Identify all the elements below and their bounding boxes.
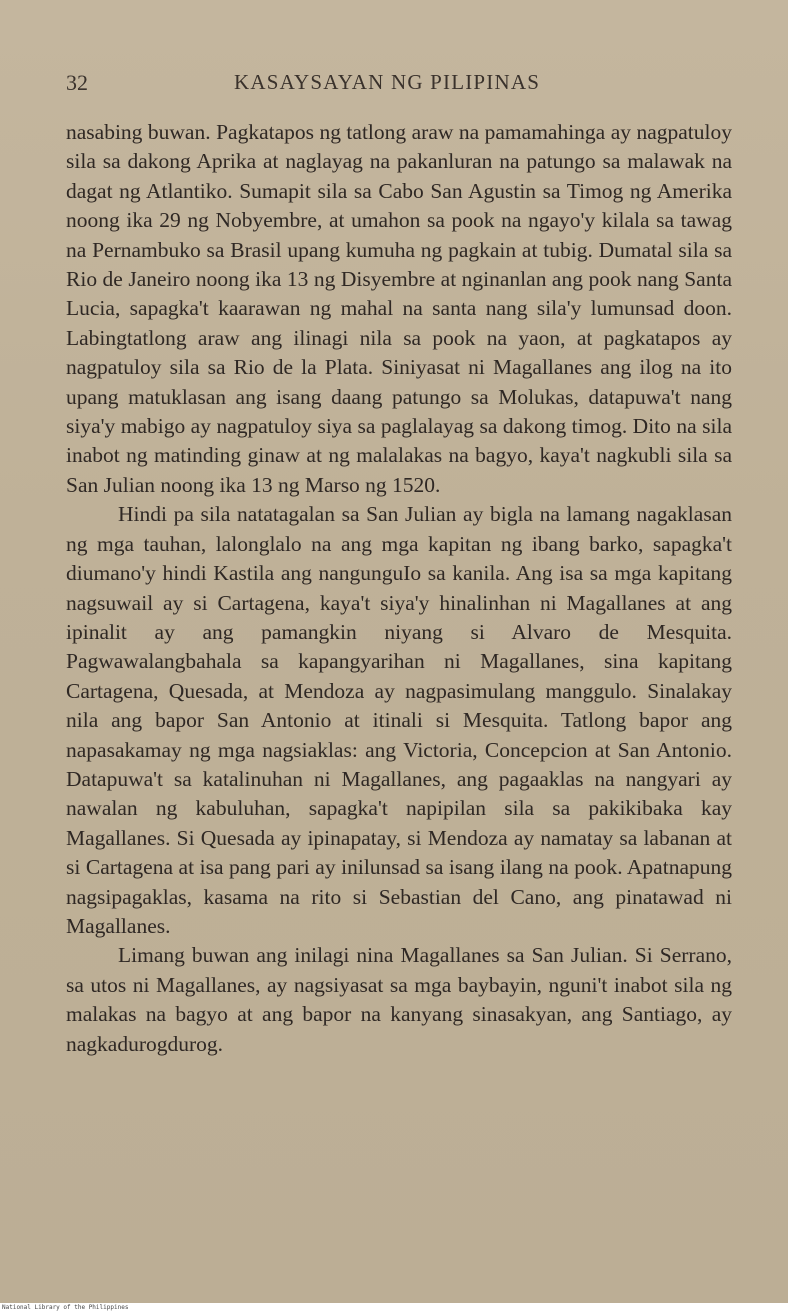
running-title: KASAYSAYAN NG PILIPINAS	[234, 70, 541, 94]
paragraph-3: Limang buwan ang inilagi nina Magallanes sa San Julian. Si Serrano, sa utos ni Magallanes, ay nagsiyasat sa mga baybayin, nguni't inabot sila ng malakas na bagyo at ang bapor na kanyang sinasakyan, ang Santiago, ay nagkadurogdurog.	[66, 943, 732, 1056]
page-number: 32	[66, 70, 88, 95]
paragraph-1: nasabing buwan. Pagkatapos ng tatlong araw na pamamahinga ay nagpatuloy sila sa dakong Aprika at naglayag na pakanluran na patungo sa malawak na dagat ng Atlantiko. Sumapit sila sa Cabo San Agustin sa Timog ng Amerika noong ika 29 ng Nobyembre, at umahon sa pook na ngayo'y kilala sa tawag na Pernambuko sa Brasil upang kumuha ng pagkain at tubig. Dumatal sila sa Rio de Janeiro noong ika 13 ng Disyembre at nginanlan ang pook nang Santa Lucia, sapagka't kaarawan ng mahal na santa nang sila'y lumunsad doon. Labingtatlong araw ang ilinagi nila sa pook na yaon, at pagkatapos ay nagpatuloy sila sa Rio de la Plata. Siniyasat ni Magallanes ang ilog na ito upang matuklasan ang isang daang patungo sa Molukas, datapuwa't nang siya'y mabigo ay nagpatuloy siya sa paglalayag sa dakong timog. Dito na sila inabot ng matinding ginaw at ng malalakas na bagyo, kaya't nagkubli sila sa San Julian noong ika 13 ng Marso ng 1520.	[66, 120, 732, 497]
page-header	[66, 70, 758, 100]
body-text	[66, 118, 732, 1059]
paragraph-2: Hindi pa sila natatagalan sa San Julian ay bigla na lamang nagaklasan ng mga tauhan, lalonglalo na ang mga kapitan ng ibang barko, sapagka't diumano'y hindi Kastila ang nangunguIo sa kanila. Ang isa sa mga kapitang nagsuwail ay si Cartagena, kaya't siya'y hinalinhan ni Magallanes at ang ipinalit ay ang pamangkin niyang si Alvaro de Mesquita. Pagwawalangbahala sa kapangyarihan ni Magallanes, sina kapitang Cartagena, Quesada, at Mendoza ay nagpasimulang manggulo. Sinalakay nila ang bapor San Antonio at itinali si Mesquita. Tatlong bapor ang napasakamay ng mga nagsiaklas: ang Victoria, Concepcion at San Antonio. Datapuwa't sa katalinuhan ni Magallanes, ang pagaaklas na nangyari ay nawalan ng kabuluhan, sapagka't napipilan sila sa pakikibaka kay Magallanes. Si Quesada ay ipinapatay, si Mendoza ay namatay sa labanan at si Cartagena at isa pang pari ay inilunsad sa isang ilang na pook. Apatnapung nagsipagaklas, kasama na rito si Sebastian del Cano, ang pinatawad ni Magallanes.	[66, 502, 732, 938]
footer-credit: National Library of the Philippines	[0, 1303, 788, 1313]
